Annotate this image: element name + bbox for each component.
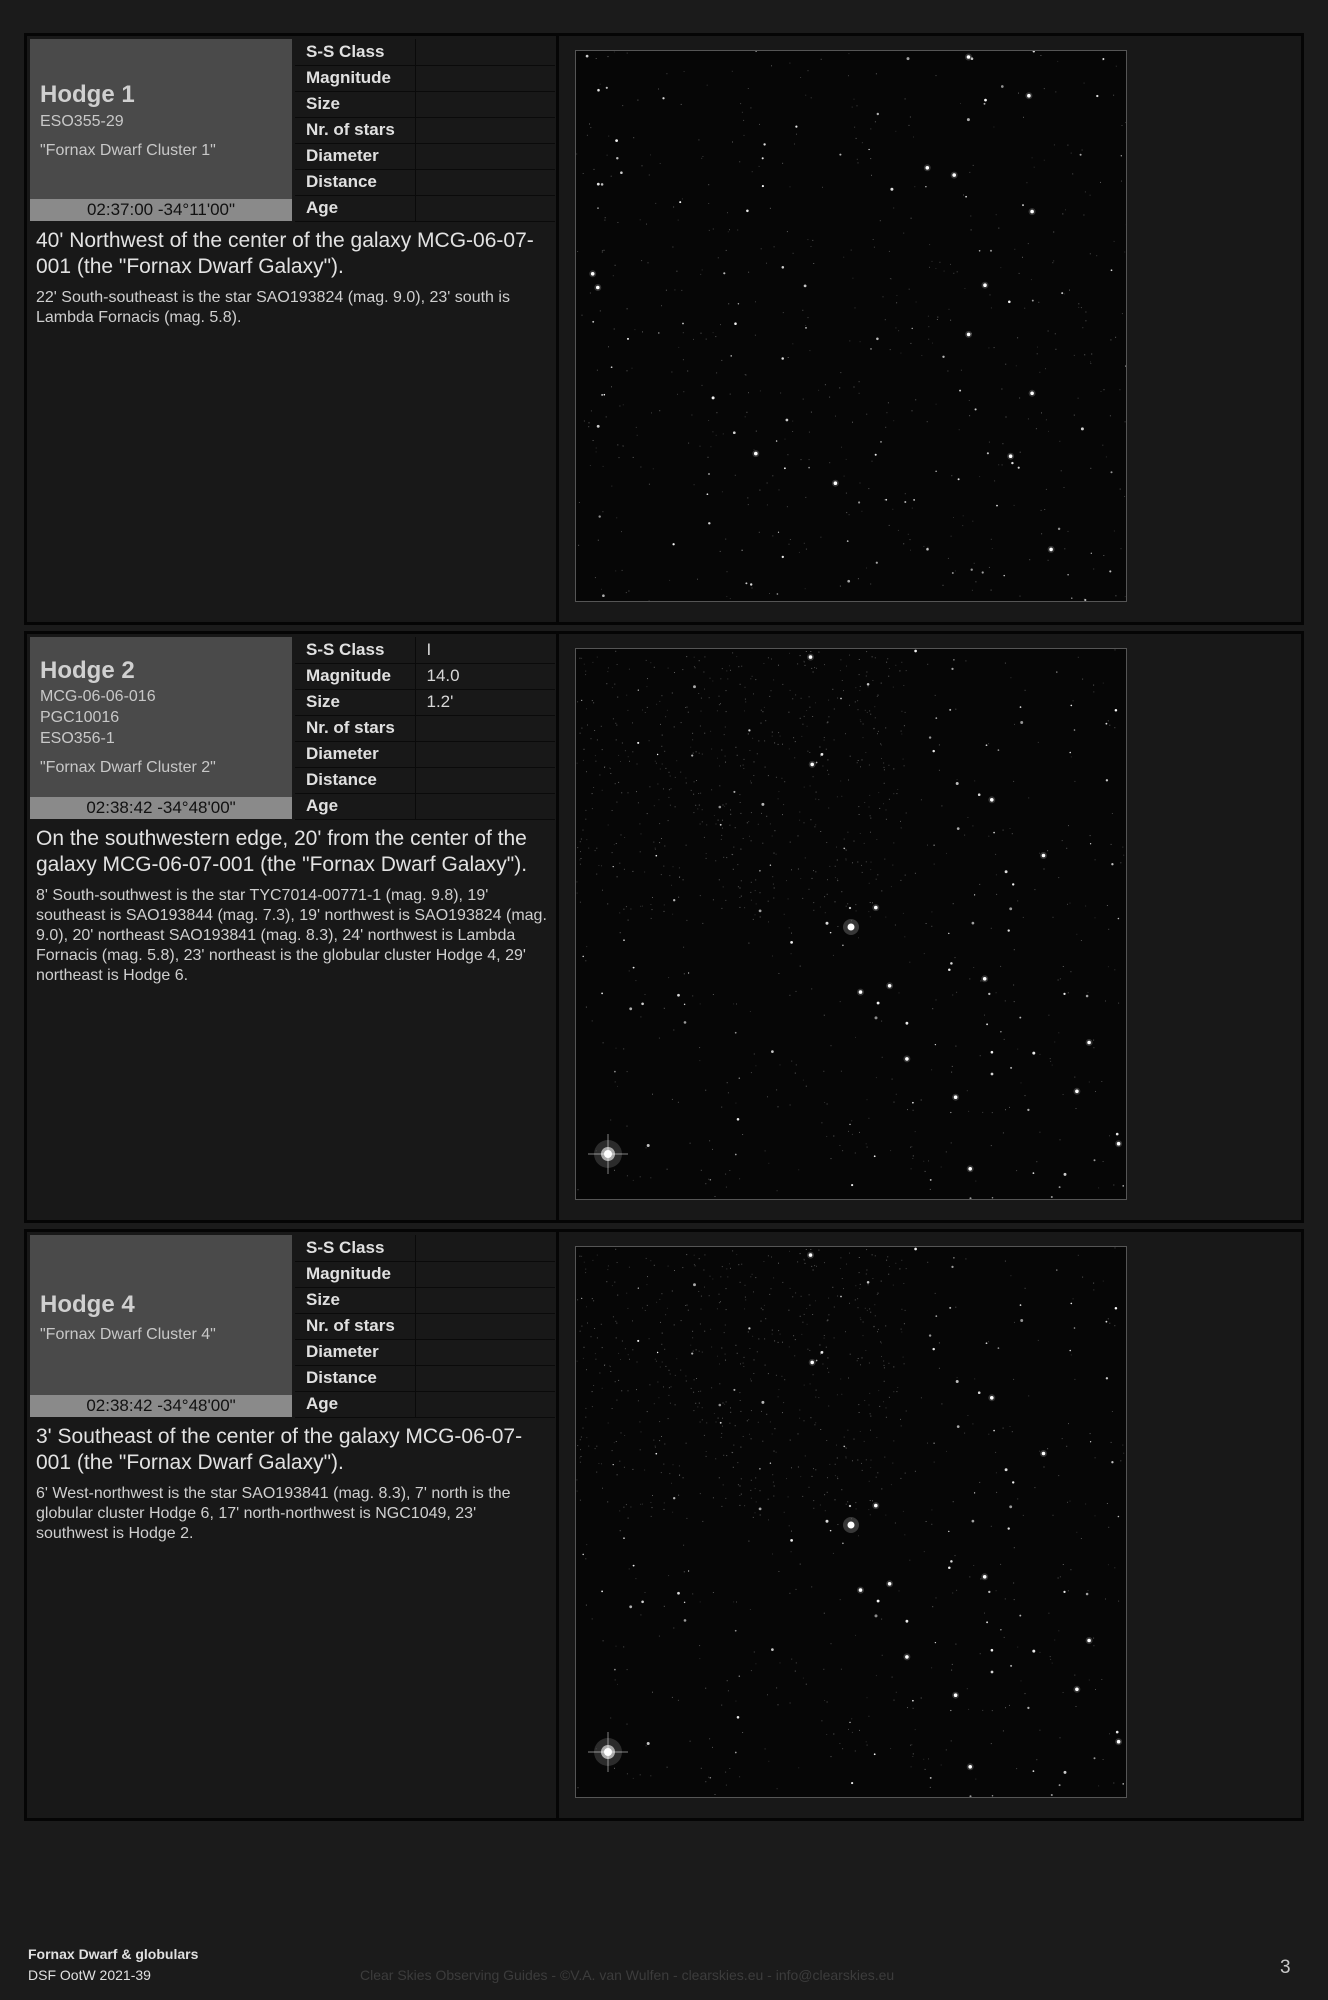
property-row [295,1391,555,1417]
property-value [415,143,555,169]
property-label: Diameter [295,741,415,767]
property-label: Size [295,91,415,117]
star-field-photo [575,1246,1127,1798]
property-row [295,195,555,221]
property-value [415,1261,555,1287]
property-row [295,1287,555,1313]
property-label: Distance [295,169,415,195]
object-header [30,1235,292,1395]
property-value: I [415,637,555,663]
property-row [295,1235,555,1261]
footer-title: Fornax Dwarf & globulars [28,1946,199,1962]
property-label: Magnitude [295,65,415,91]
object-description [36,826,548,986]
property-value [415,1391,555,1417]
catalog-designation: MCG-06-06-016 [40,688,156,705]
star-field-image [576,649,1126,1199]
footer-credit: Clear Skies Observing Guides - ©V.A. van Wulfen - clearskies.eu - info@clearskies.eu [360,1967,895,1983]
property-label: S-S Class [295,1235,415,1261]
properties-table [295,1235,555,1418]
page-number: 3 [1280,1957,1291,1978]
property-label: Magnitude [295,663,415,689]
property-value [415,65,555,91]
description-main: On the southwestern edge, 20' from the center of the galaxy MCG-06-07-001 (the "Fornax Dwarf Galaxy"). [36,827,528,876]
property-label: Nr. of stars [295,715,415,741]
property-label: Distance [295,1365,415,1391]
property-label: Age [295,793,415,819]
property-label: Magnitude [295,1261,415,1287]
property-value [415,195,555,221]
property-value [415,1365,555,1391]
object-block-hodge-2 [24,631,1304,1223]
properties-table [295,637,555,820]
property-label: Age [295,1391,415,1417]
property-value [415,169,555,195]
property-label: S-S Class [295,637,415,663]
property-label: S-S Class [295,39,415,65]
object-description [36,1424,548,1544]
description-detail: 22' South-southeast is the star SAO193824 (mag. 9.0), 23' south is Lambda Fornacis (mag. 5.8). [36,289,510,326]
property-value [415,91,555,117]
star-field-image [576,51,1126,601]
property-value [415,1235,555,1261]
property-label: Distance [295,767,415,793]
object-header [30,637,292,797]
object-block-hodge-1 [24,33,1304,625]
catalog-designation: ESO356-1 [40,730,115,747]
property-row [295,65,555,91]
property-row [295,169,555,195]
object-name: Hodge 4 [40,1291,135,1318]
object-description [36,228,548,328]
coordinates: 02:38:42 -34°48'00" [30,1395,292,1417]
object-name: Hodge 2 [40,657,135,684]
property-row [295,39,555,65]
property-value [415,1339,555,1365]
object-header [30,39,292,199]
object-block-hodge-4 [24,1229,1304,1821]
object-name: Hodge 1 [40,81,135,108]
property-row [295,91,555,117]
property-value [415,1313,555,1339]
property-label: Diameter [295,1339,415,1365]
property-label: Age [295,195,415,221]
property-row [295,1339,555,1365]
property-value [415,1287,555,1313]
property-row [295,117,555,143]
description-detail: 8' South-southwest is the star TYC7014-00771-1 (mag. 9.8), 19' southeast is SAO193844 (mag. 7.3), 19' northwest is SAO193824 (mag. 9.0), 20' northeast SAO193841 (mag. 8.3), 24' northwest is Lambda Fornacis (mag. 5.8), 23' northeast is the globular cluster Hodge 4, 29' northeast is Hodge 6. [36,887,547,984]
property-value: 14.0 [415,663,555,689]
property-value: 1.2' [415,689,555,715]
property-row [295,715,555,741]
property-row [295,741,555,767]
description-main: 3' Southeast of the center of the galaxy MCG-06-07-001 (the "Fornax Dwarf Galaxy"). [36,1425,523,1474]
property-value [415,39,555,65]
object-nickname: "Fornax Dwarf Cluster 2" [40,759,216,776]
property-label: Size [295,1287,415,1313]
object-nickname: "Fornax Dwarf Cluster 1" [40,142,216,159]
property-row [295,793,555,819]
property-label: Nr. of stars [295,117,415,143]
property-value [415,741,555,767]
description-main: 40' Northwest of the center of the galaxy MCG-06-07-001 (the "Fornax Dwarf Galaxy"). [36,229,534,278]
coordinates: 02:38:42 -34°48'00" [30,797,292,819]
property-row [295,767,555,793]
catalog-designation: PGC10016 [40,709,120,726]
property-row [295,689,555,715]
star-field-photo [575,50,1127,602]
star-field-image [576,1247,1126,1797]
column-divider [556,36,559,622]
property-row [295,143,555,169]
property-label: Diameter [295,143,415,169]
property-value [415,715,555,741]
star-field-photo [575,648,1127,1200]
property-row [295,1261,555,1287]
property-value [415,117,555,143]
coordinates: 02:37:00 -34°11'00" [30,199,292,221]
property-row [295,637,555,663]
property-value [415,793,555,819]
property-value [415,767,555,793]
property-row [295,663,555,689]
property-label: Nr. of stars [295,1313,415,1339]
property-row [295,1313,555,1339]
property-label: Size [295,689,415,715]
properties-table [295,39,555,222]
description-detail: 6' West-northwest is the star SAO193841 (mag. 8.3), 7' north is the globular cluster Hodge 6, 17' north-northwest is NGC1049, 23' southwest is Hodge 2. [36,1485,511,1542]
column-divider [556,634,559,1220]
object-nickname: "Fornax Dwarf Cluster 4" [40,1326,216,1343]
catalog-designation: ESO355-29 [40,113,124,130]
property-row [295,1365,555,1391]
footer-subtitle: DSF OotW 2021-39 [28,1967,151,1983]
column-divider [556,1232,559,1818]
